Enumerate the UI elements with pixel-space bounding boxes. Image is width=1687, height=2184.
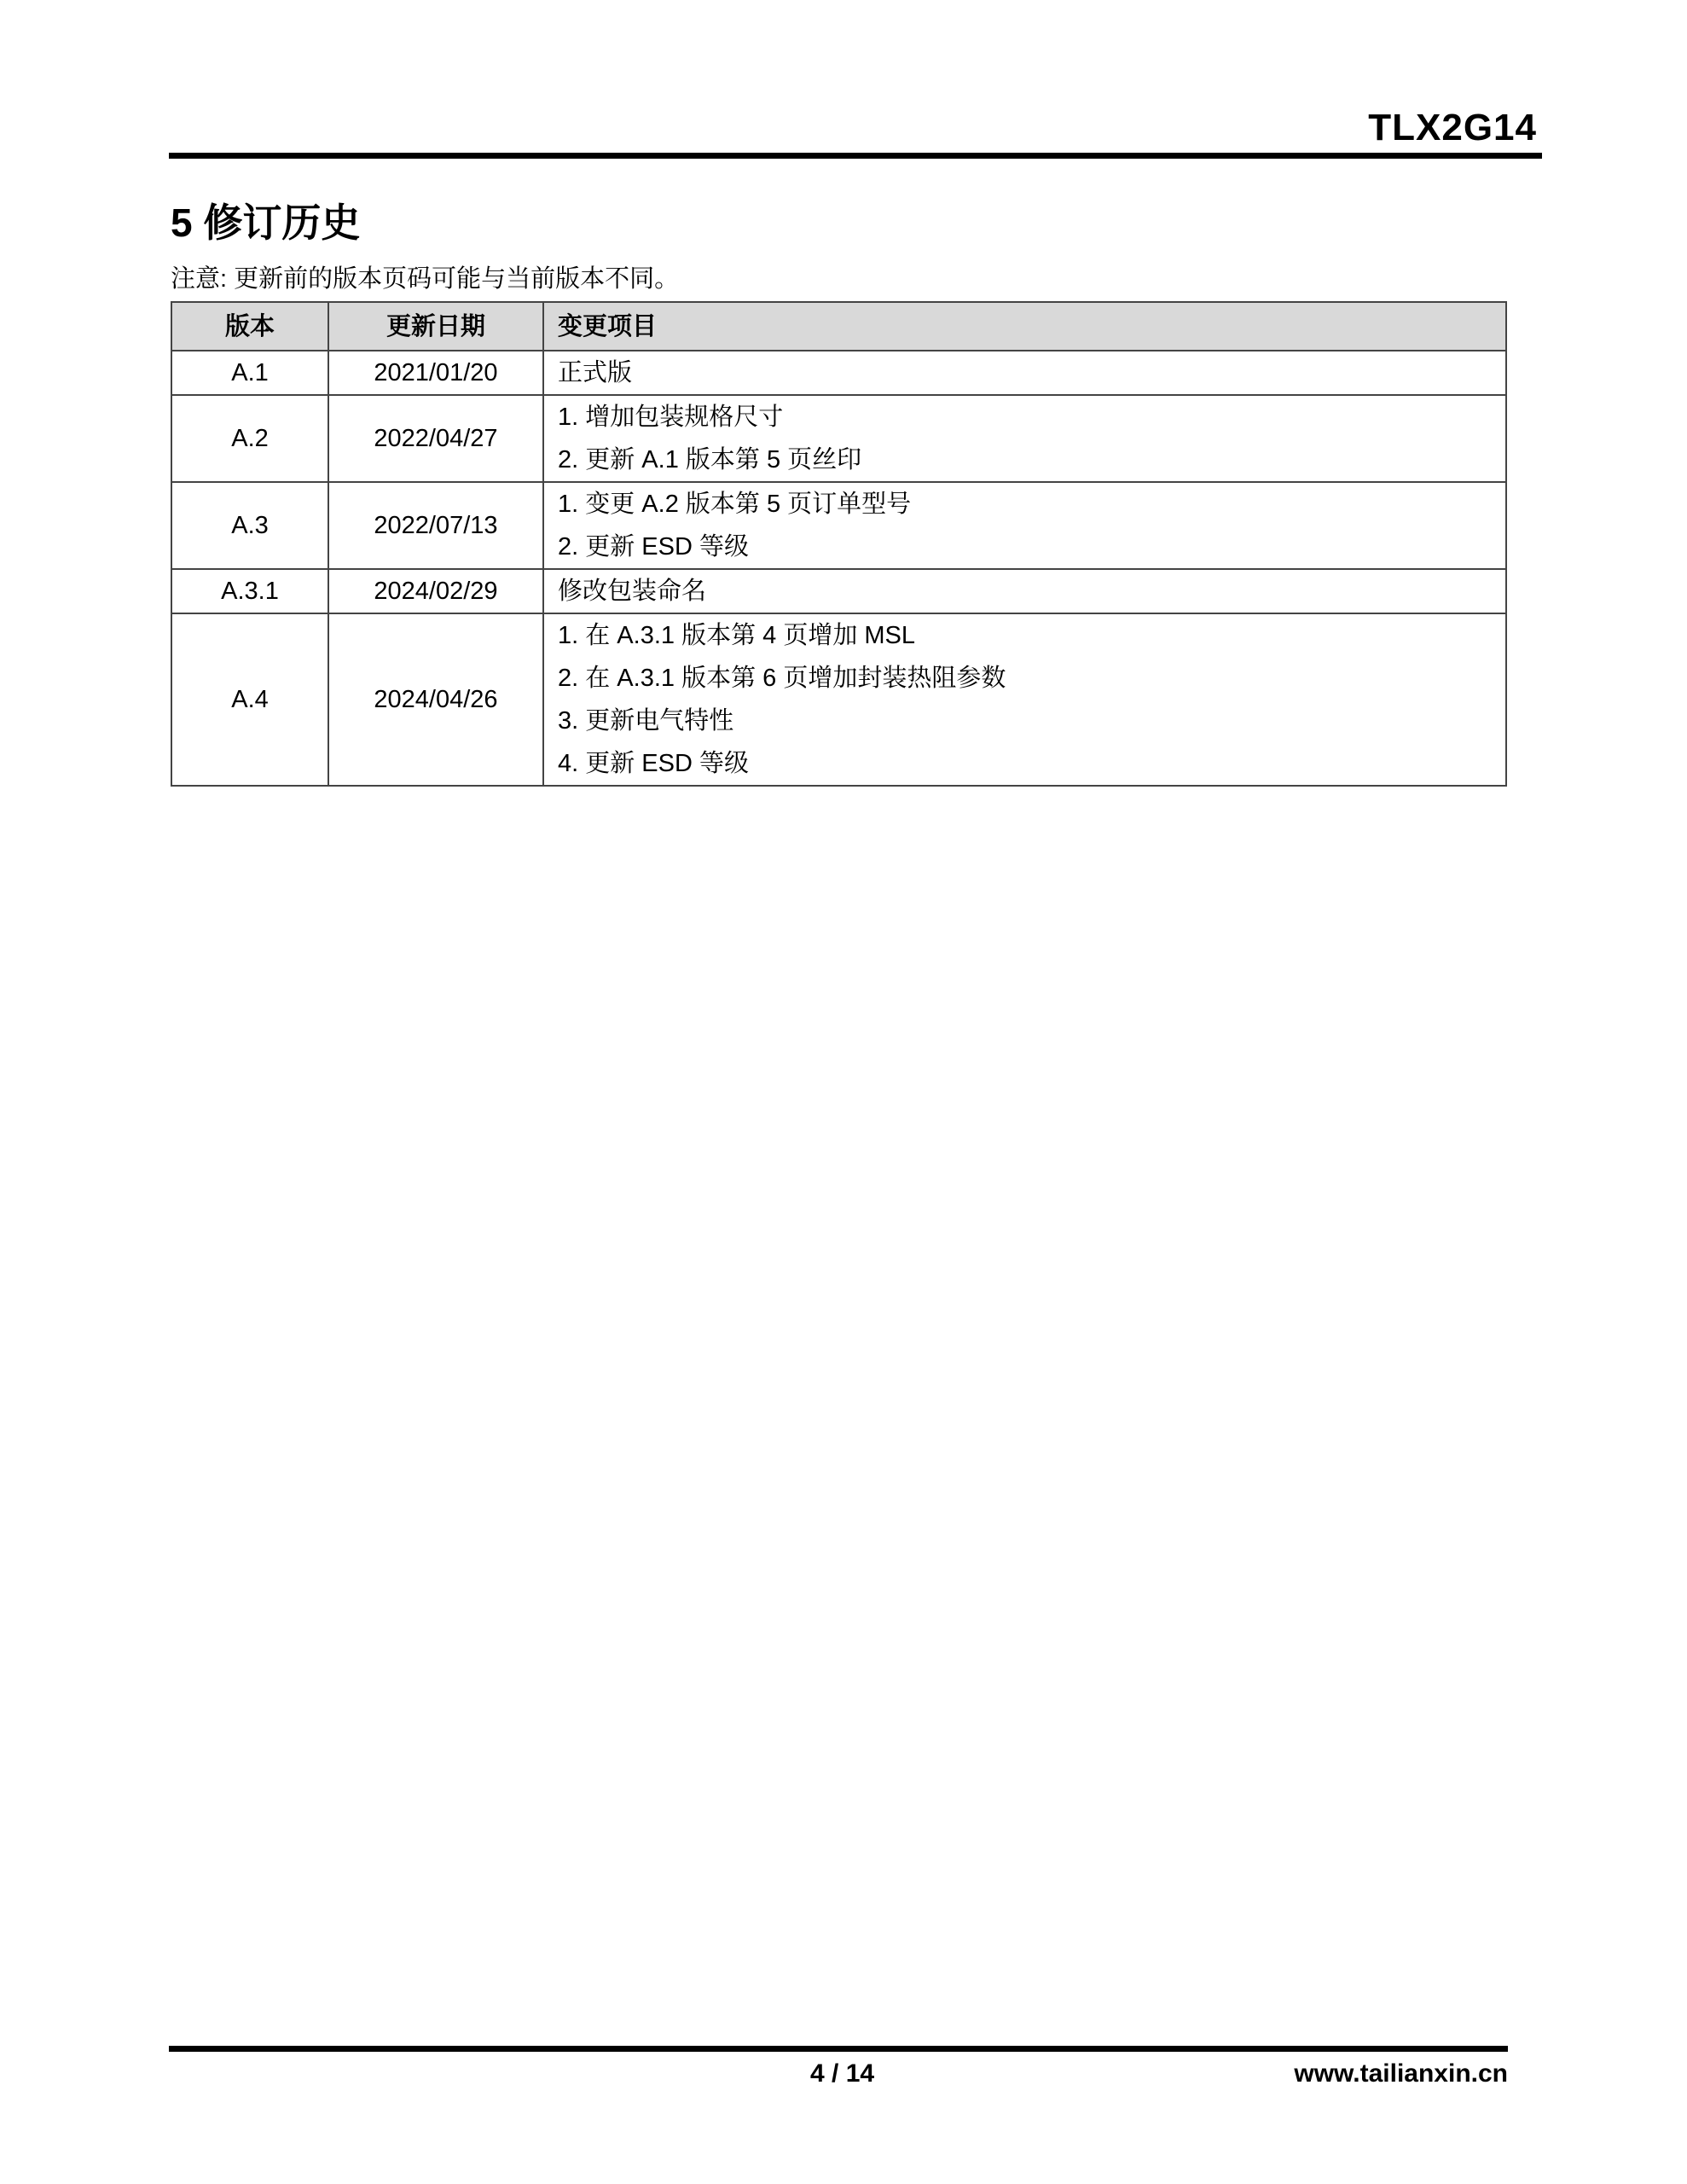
- header-version: 版本: [171, 302, 328, 351]
- version-note: 注意: 更新前的版本页码可能与当前版本不同。: [171, 265, 680, 293]
- table-row: [171, 351, 1506, 395]
- change-item: 1. 在 A.3.1 版本第 4 页增加 MSL: [558, 622, 915, 649]
- changes-cell: [543, 482, 1506, 569]
- version-cell: A.1: [171, 351, 328, 395]
- table-row: [171, 395, 1506, 482]
- change-item: 2. 在 A.3.1 版本第 6 页增加封装热阻参数: [558, 665, 1006, 692]
- table-row: [171, 482, 1506, 569]
- change-item: 1. 变更 A.2 版本第 5 页订单型号: [558, 491, 912, 518]
- section-heading: 5 修订历史: [171, 200, 361, 245]
- date-cell: 2022/04/27: [328, 395, 543, 482]
- table-row: [171, 569, 1506, 613]
- change-item: 正式版: [558, 359, 633, 386]
- changes-cell: [543, 395, 1506, 482]
- date-cell: 2024/04/26: [328, 613, 543, 786]
- date-cell: 2024/02/29: [328, 569, 543, 613]
- page-number: 4 / 14: [810, 2059, 875, 2088]
- header-changes: 变更项目: [543, 302, 1506, 351]
- footer-rule: [169, 2046, 1508, 2052]
- table-body: [171, 351, 1506, 786]
- change-item: 2. 更新 ESD 等级: [558, 533, 749, 561]
- date-cell: 2022/07/13: [328, 482, 543, 569]
- date-cell: 2021/01/20: [328, 351, 543, 395]
- changes-cell: [543, 351, 1506, 395]
- version-cell: A.3: [171, 482, 328, 569]
- change-item: 1. 增加包装规格尺寸: [558, 404, 784, 431]
- header-date: 更新日期: [328, 302, 543, 351]
- change-item: 修改包装命名: [558, 578, 707, 605]
- website-url: www.tailianxin.cn: [1294, 2059, 1508, 2088]
- version-cell: A.4: [171, 613, 328, 786]
- change-item: 3. 更新电气特性: [558, 707, 734, 735]
- header-rule: [169, 153, 1542, 159]
- version-cell: A.3.1: [171, 569, 328, 613]
- change-item: 2. 更新 A.1 版本第 5 页丝印: [558, 446, 862, 473]
- table-row: [171, 613, 1506, 786]
- document-code: TLX2G14: [1368, 107, 1537, 148]
- version-cell: A.2: [171, 395, 328, 482]
- change-item: 4. 更新 ESD 等级: [558, 750, 749, 777]
- revision-history-table: [171, 301, 1507, 787]
- changes-cell: [543, 569, 1506, 613]
- table-header-row: [171, 302, 1506, 351]
- changes-cell: [543, 613, 1506, 786]
